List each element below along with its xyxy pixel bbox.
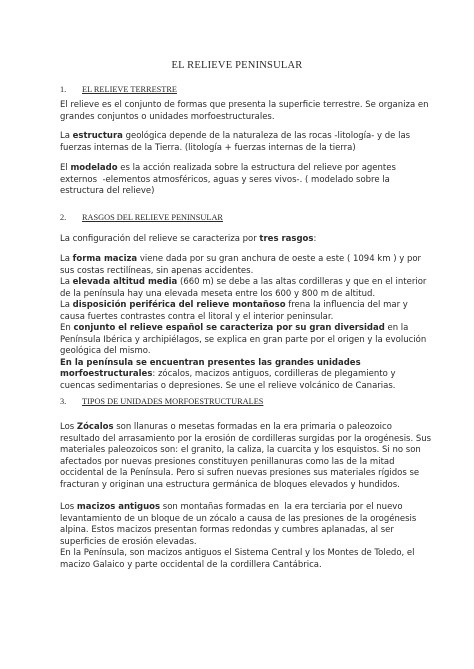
section-number: 1. <box>60 85 67 94</box>
section-number: 3. <box>60 397 67 406</box>
paragraph-estructura: La estructura geológica depende de la naturaleza de las rocas -litología- y de las fuerzas internas de la Tierra. (litología + fuerzas internas de la tierra) <box>60 131 411 153</box>
section-heading-tipos-unidades <box>60 397 263 406</box>
paragraph-macizos-antiguos: Los macizos antiguos son montañas formadas en la era terciaria por el nuevo levantamiento de un bloque de un zócalo a causa de las presiones de la orogénesis alpina. Estos macizos presentan formas redondas y cumbres aplanadas, al ser superficies de erosión elevadas. En la Península, son macizos antiguos el Sistema Central y los Montes de Toledo, el macizo Galaico y parte occidental de la cordillera Cantábrica. <box>60 502 417 570</box>
paragraph-modelado: El modelado es la acción realizada sobre la estructura del relieve por agentes externos -elementos atmosféricos, aguas y seres vivos-. ( modelado sobre la estructura del relieve) <box>60 163 396 196</box>
section-heading-relieve-terrestre <box>60 85 177 94</box>
paragraph-tres-rasgos: La configuración del relieve se caracteriza por tres rasgos: <box>60 234 317 244</box>
paragraph-zocalos: Los Zócalos son llanuras o mesetas formadas en la era primaria o paleozoico resultado del arrasamiento por la erosión de cordilleras surgidas por la orogénesis. Sus materiales paleozoicos son: el granito, la caliza, la cuarcita y los esquistos. Si no son afectados por nuevas presiones constituyen penillanuras como las de la mitad occidental de la Península. Pero si sufren nuevas presiones sus materiales rígidos se fracturan y originan una estructura germánica de bloques elevados y hundidos. <box>60 422 432 490</box>
paragraph-rasgos-list: La forma maciza viene dada por su gran anchura de oeste a este ( 1094 km ) y por sus costas rectilíneas, sin apenas accidentes. La elevada altitud media (660 m) se debe a las altas cordilleras y que en el interior de la península hay una elevada meseta entre los 600 y 800 m de altitud. La disposición periférica del relieve montañoso frena la influencia del mar y causa fuertes contrastes contra el litoral y el interior peninsular. En conjunto el relieve español se caracteriza por su gran diversidad en la Península Ibérica y archipiélagos, se explica en gran parte por el origen y la evolución geológica del mismo. En la península se encuentran presentes las grandes unidades morfoestructurales: zócalos, macizos antiguos, cordilleras de plegamiento y cuencas sedimentarias o depresiones. Se une el relieve volcánico de Canarias. <box>60 254 427 391</box>
paragraph-relieve-definition: El relieve es el conjunto de formas que presenta la superficie terrestre. Se organiza en grandes conjuntos o unidades morfoestructurales. <box>60 100 429 122</box>
section-heading-text: EL RELIEVE TERRESTRE <box>82 85 177 94</box>
section-number: 2. <box>60 213 67 222</box>
section-heading-rasgos <box>60 213 223 222</box>
section-heading-text: TIPOS DE UNIDADES MORFOESTRUCTURALES <box>82 397 264 406</box>
section-heading-text: RASGOS DEL RELIEVE PENINSULAR <box>82 213 223 222</box>
document-title: EL RELIEVE PENINSULAR <box>171 60 303 71</box>
